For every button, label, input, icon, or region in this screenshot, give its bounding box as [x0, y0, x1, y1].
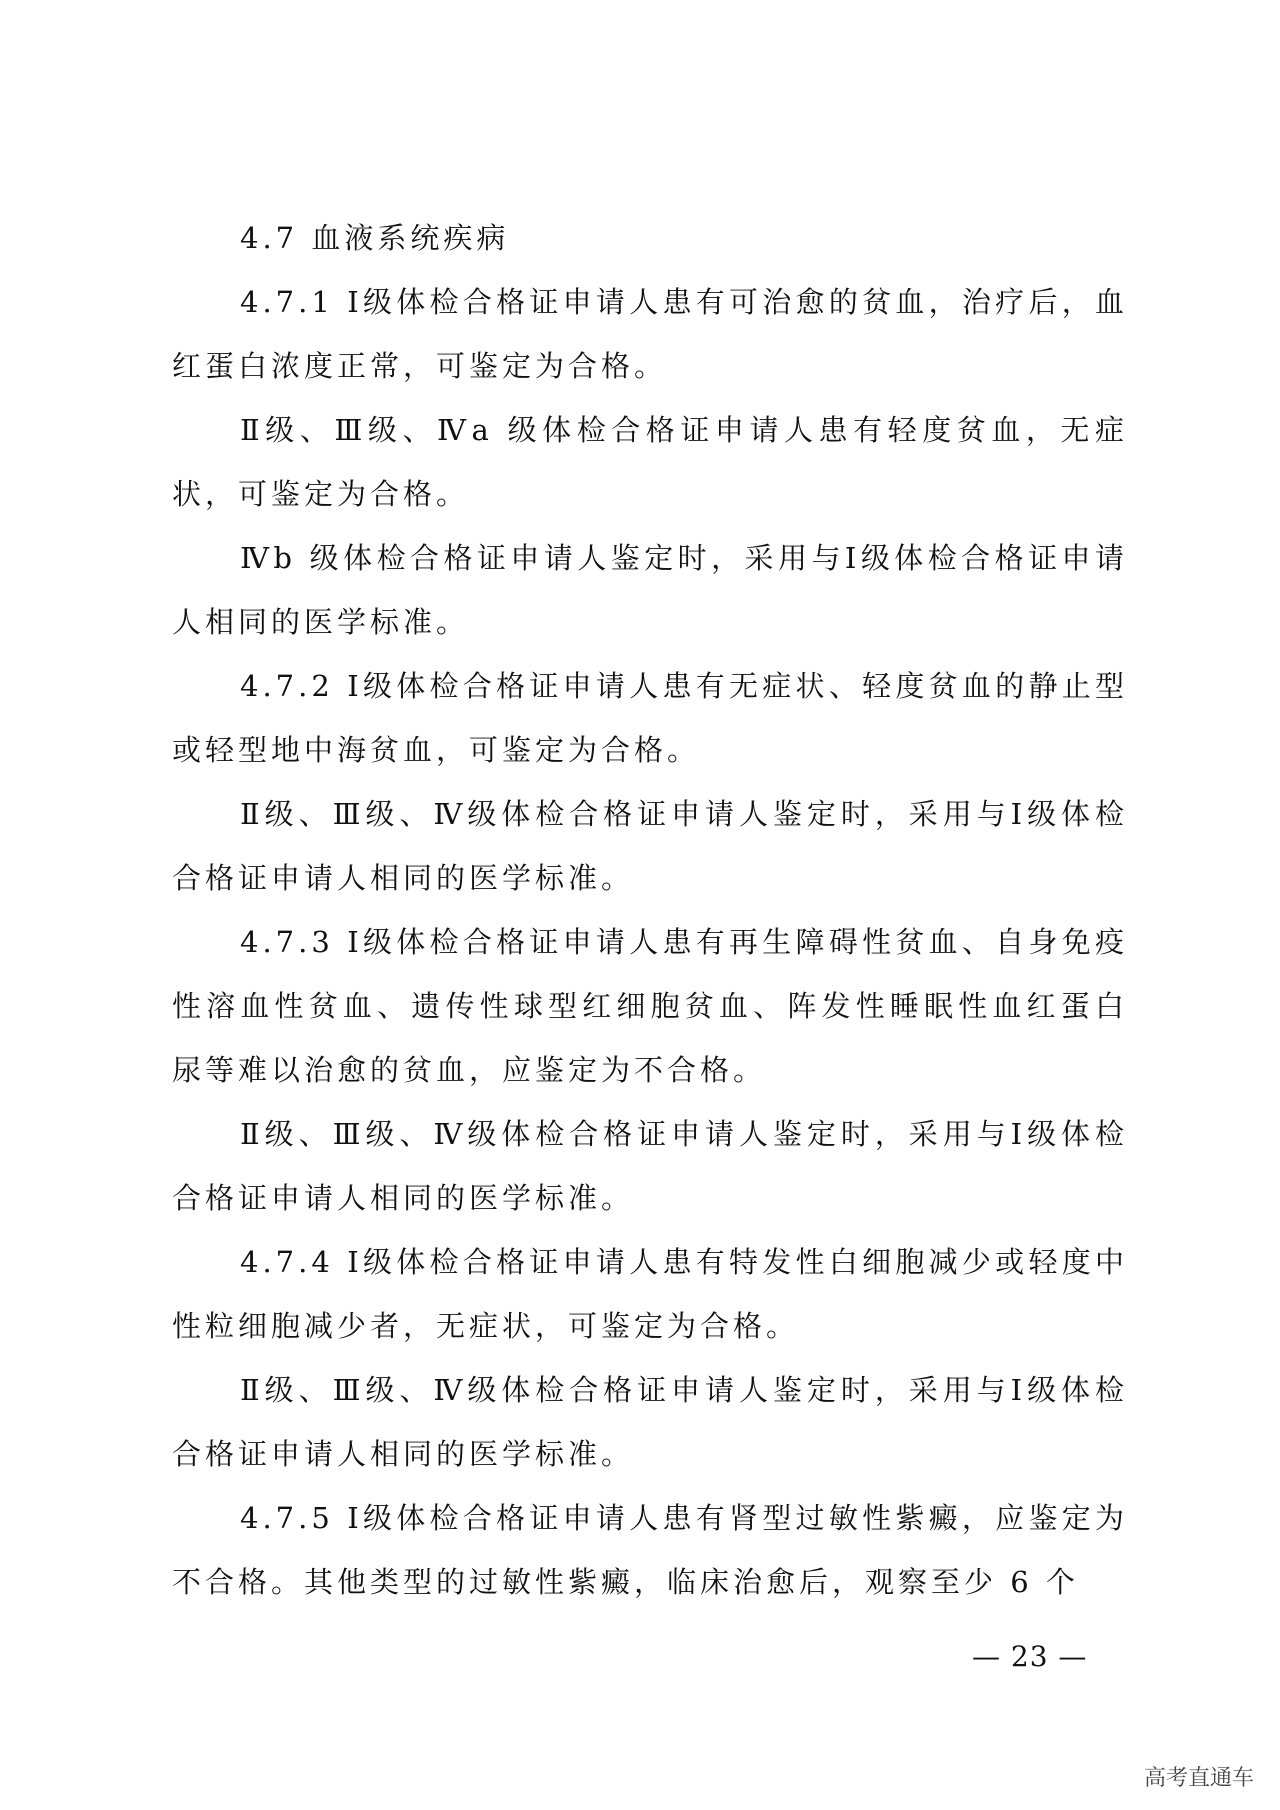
- paragraph-4-7-5: 4.7.5 Ⅰ级体检合格证申请人患有肾型过敏性紫癜，应鉴定为不合格。其他类型的过敏性紫癜，临床治愈后，观察至少 6 个: [172, 1501, 1128, 1599]
- paragraph-4-7-1-class-4b: Ⅳb 级体检合格证申请人鉴定时，采用与Ⅰ级体检合格证申请人相同的医学标准。: [172, 541, 1128, 639]
- paragraph-4-7-3-other-classes: Ⅱ级、Ⅲ级、Ⅳ级体检合格证申请人鉴定时，采用与Ⅰ级体检合格证申请人相同的医学标准。: [172, 1117, 1128, 1215]
- document-body: [172, 206, 1128, 1614]
- paragraph-4-7-3: 4.7.3 Ⅰ级体检合格证申请人患有再生障碍性贫血、自身免疫性溶血性贫血、遗传性球型红细胞贫血、阵发性睡眠性血红蛋白尿等难以治愈的贫血，应鉴定为不合格。: [172, 925, 1128, 1087]
- section-heading: 4.7 血液系统疾病: [240, 221, 510, 255]
- watermark-text: 高考直通车: [1143, 1766, 1254, 1791]
- paragraph-4-7-4-other-classes: Ⅱ级、Ⅲ级、Ⅳ级体检合格证申请人鉴定时，采用与Ⅰ级体检合格证申请人相同的医学标准。: [172, 1373, 1128, 1471]
- paragraph-4-7-4: 4.7.4 Ⅰ级体检合格证申请人患有特发性白细胞减少或轻度中性粒细胞减少者，无症状，可鉴定为合格。: [172, 1245, 1128, 1343]
- paragraph-4-7-2-other-classes: Ⅱ级、Ⅲ级、Ⅳ级体检合格证申请人鉴定时，采用与Ⅰ级体检合格证申请人相同的医学标准。: [172, 797, 1128, 895]
- paragraph-4-7-1-class-2-3-4a: Ⅱ级、Ⅲ级、Ⅳa 级体检合格证申请人患有轻度贫血，无症状，可鉴定为合格。: [172, 413, 1128, 511]
- paragraph-4-7-2: 4.7.2 Ⅰ级体检合格证申请人患有无症状、轻度贫血的静止型或轻型地中海贫血，可鉴定为合格。: [172, 669, 1128, 767]
- page-number: — 23 —: [972, 1640, 1088, 1673]
- paragraph-4-7-1: 4.7.1 Ⅰ级体检合格证申请人患有可治愈的贫血，治疗后，血红蛋白浓度正常，可鉴定为合格。: [172, 285, 1128, 383]
